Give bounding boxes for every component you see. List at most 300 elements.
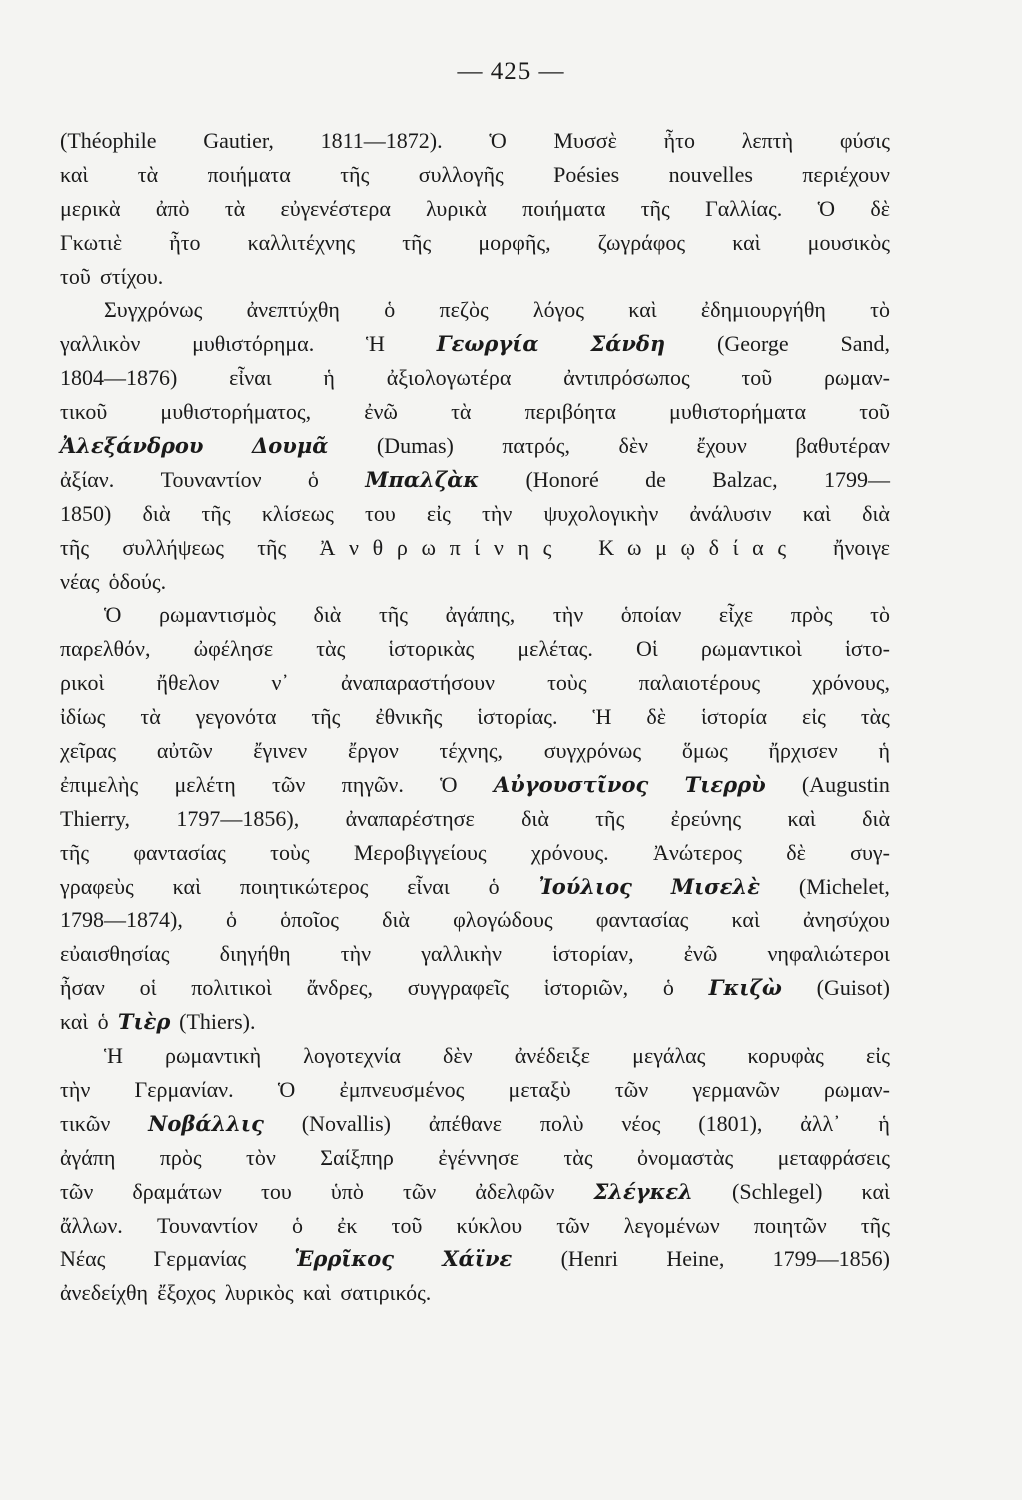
word: ὁ [662, 975, 674, 1001]
word: τοὺς [270, 839, 310, 865]
emphasized-name: Ἰούλιος [538, 873, 632, 899]
emphasized-name: Νοβάλλις [148, 1110, 264, 1136]
word: nouvelles [668, 161, 753, 187]
emphasized-name: Γεωργία [436, 331, 539, 357]
word: τοῦ [60, 263, 91, 289]
text-line [60, 260, 890, 294]
word: 1798—1874), [60, 907, 183, 933]
text-line [60, 565, 890, 599]
word: δὲν [443, 1043, 473, 1069]
emphasized-name: Αὐγουστῖνος [493, 771, 649, 797]
word: μεγάλας [632, 1043, 706, 1069]
word: πηγῶν. [341, 771, 404, 797]
word: δὲν [618, 433, 649, 459]
word: διὰ [521, 805, 549, 831]
word: εὐαισθησίας [60, 941, 170, 967]
word: τῆς [595, 805, 625, 831]
page-number: — 425 — [457, 58, 565, 85]
word: 1850) [60, 500, 112, 526]
word: γερμανῶν [692, 1076, 780, 1102]
word: ὀνομαστὰς [636, 1144, 734, 1170]
text-line [60, 802, 890, 836]
word: ρωμαντικὴ [165, 1043, 262, 1069]
word: τῆς [311, 704, 341, 730]
word: δὲ [786, 839, 806, 865]
word: τῆς [340, 161, 370, 187]
word: Poésies [553, 161, 620, 187]
word: ἐκ [337, 1212, 358, 1238]
word: ἰδίως [60, 704, 106, 730]
word: Σαίξπηρ [320, 1144, 394, 1170]
word: (Schlegel) [732, 1178, 823, 1204]
word: Μυσσὲ [553, 128, 617, 153]
word: γαλλικὸν [60, 331, 141, 357]
text-line [60, 1039, 890, 1073]
word: (Théophile [60, 128, 157, 153]
word: ἐμπνευσμένος [339, 1076, 465, 1102]
emphasized-name: Δουμᾶ [251, 433, 329, 459]
word: 1799—1856) [772, 1246, 890, 1272]
word: ποιητῶν [753, 1212, 827, 1238]
word: ἐπιμελὴς [60, 771, 139, 797]
word: τῆς [257, 534, 287, 560]
word: παλαιοτέρους [638, 670, 761, 696]
word: ἀπέθανε [428, 1110, 502, 1136]
word: καλλιτέχνης [247, 229, 356, 255]
word: Γκωτιὲ [60, 229, 123, 255]
text-line [60, 700, 890, 734]
word: Ὁ [489, 128, 507, 153]
word: Μεροβιγγείους [353, 839, 487, 865]
word: κλίσεως [261, 500, 334, 526]
word: ἀξιολογωτέρα [386, 365, 512, 391]
word: ποιήματα [207, 161, 291, 187]
word: λογοτεχνία [303, 1043, 401, 1069]
word: τὰ [451, 399, 472, 425]
emphasized-name: Γκιζὼ [708, 975, 782, 1001]
word: Νέας [60, 1246, 106, 1272]
word: καὶ [628, 297, 657, 323]
word: μορφῆς, [478, 229, 551, 255]
word: διηγήθη [219, 941, 291, 967]
word: διὰ [313, 602, 342, 628]
word: πατρός, [502, 433, 570, 459]
word: ἀδελφῶν [475, 1178, 555, 1204]
word: ἀναπαραστήσουν [340, 670, 495, 696]
emphasized-name: Χάϊνε [442, 1246, 513, 1272]
word: καὶ [787, 805, 816, 831]
word: παρελθόν, [60, 636, 151, 662]
text-line [60, 1209, 890, 1243]
emphasized-name: Τιὲρ [117, 1009, 171, 1035]
word: φαντασίας [133, 839, 226, 865]
word: κύκλου [456, 1212, 523, 1238]
word: καὶ [60, 161, 89, 187]
word: τὰς [563, 1144, 593, 1170]
word: ἀνεδείχθη [60, 1280, 149, 1306]
emphasized-name: Ἑρρῖκος [294, 1246, 395, 1272]
word: ἡ [878, 738, 890, 764]
emphasized-name: Μπαλζὰκ [365, 466, 480, 492]
word: ποιητικώτερος [239, 873, 369, 899]
word: μελέτας. [517, 636, 593, 662]
word: ἀνεπτύχθη [246, 297, 340, 323]
word: 1797—1856), [176, 805, 300, 831]
word: τῶν [556, 1212, 590, 1238]
text-line [60, 1005, 890, 1039]
word: ὁ [384, 297, 396, 323]
word: ἦτο [169, 229, 201, 255]
word: φαντασίας [595, 907, 689, 933]
word: τὴν [482, 500, 513, 526]
word: (Novallis) [301, 1110, 391, 1136]
text-line [60, 293, 890, 327]
word: βαθυτέραν [795, 433, 890, 459]
word: ζωγράφος [597, 229, 686, 255]
word: (George [717, 331, 789, 357]
word: (Augustin [801, 771, 890, 797]
word: πολὺ [539, 1110, 584, 1136]
word: νηφαλιώτεροι [767, 941, 890, 967]
word: τὴν [340, 941, 372, 967]
word: (1801), [698, 1110, 763, 1136]
word: Κωμῳδίας [598, 534, 800, 560]
word: του [261, 1178, 292, 1204]
word: (Michelet, [798, 873, 890, 899]
word: τῶν [60, 1178, 94, 1204]
word: καὶ [60, 1009, 89, 1035]
word: εἰς [801, 704, 826, 730]
word: τῆς [640, 195, 670, 221]
word: ἐγέννησε [438, 1144, 520, 1170]
word: Ὁ [817, 195, 836, 221]
word: ἀπὸ [155, 195, 190, 221]
word: νέας [60, 568, 100, 594]
text-line [60, 632, 890, 666]
word: Τουναντίον [160, 466, 262, 492]
word: Ἀνθρωπίνης [319, 534, 565, 560]
word: ἔχουν [696, 433, 747, 459]
word: σατιρικός. [340, 1280, 432, 1306]
word: Τουναντίον [156, 1212, 258, 1238]
word: γαλλικὴν [421, 941, 502, 967]
word: καὶ [732, 229, 761, 255]
emphasized-name: Σάνδη [590, 331, 666, 357]
word: ὑπὸ [330, 1178, 364, 1204]
word: νέος [621, 1110, 661, 1136]
word: συγ- [850, 839, 890, 865]
word: ἀγάπη [60, 1144, 116, 1170]
word: μυθιστόρημα. [192, 331, 315, 357]
word: de [645, 466, 666, 492]
word: τῆς [402, 229, 432, 255]
word: 1799— [823, 466, 890, 492]
word: ἔξοχος [157, 1280, 216, 1306]
word: τῶν [402, 1178, 437, 1204]
word: τὰς [316, 636, 346, 662]
emphasized-name: Μισελὲ [670, 873, 760, 899]
text-line [60, 361, 890, 395]
word: πολιτικοὶ [191, 975, 272, 1001]
word: Ἀνώτερος [652, 839, 743, 865]
text-line [60, 124, 890, 158]
text-line [60, 836, 890, 870]
word: ρωμαντικοὶ [700, 636, 802, 662]
word: δραμάτων [132, 1178, 222, 1204]
word: Heine, [666, 1246, 725, 1272]
text-line [60, 971, 890, 1005]
emphasized-name: Σλέγκελ [593, 1178, 693, 1204]
word: λυρικὰ [426, 195, 487, 221]
word: Ὁ [277, 1076, 296, 1102]
text-line [60, 158, 890, 192]
word: τὸ [870, 297, 890, 323]
word: ἱστορικὰς [388, 636, 475, 662]
word: (Guisot) [816, 975, 890, 1001]
word: ἀλλ᾽ [800, 1110, 841, 1136]
word: ρωμαν- [823, 365, 890, 391]
word: ὅμως [681, 738, 728, 764]
word: λυρικὸς [224, 1280, 294, 1306]
word: καὶ [802, 500, 831, 526]
word: μυθιστορήματα [669, 399, 807, 425]
word: (Thiers). [179, 1009, 256, 1035]
word: καὶ [861, 1178, 890, 1204]
text-line [60, 903, 890, 937]
word: ποιήματα [522, 195, 606, 221]
word: εἰς [426, 500, 451, 526]
word: δὲ [870, 195, 890, 221]
word: τικοῦ [60, 399, 108, 425]
word: μελέτη [174, 771, 236, 797]
word: γεγονότα [195, 704, 277, 730]
word: ἀναπαρέστησε [345, 805, 475, 831]
word: Γαλλίας. [705, 195, 783, 221]
word: 1804—1876) [60, 365, 178, 391]
word: εἶναι [407, 873, 450, 899]
text-line [60, 1242, 890, 1276]
word: ὁ [488, 873, 500, 899]
text-line [60, 1175, 890, 1209]
word: ἱστορίας. [477, 704, 558, 730]
word: φύσις [839, 128, 890, 153]
word: ἱστορία [700, 704, 767, 730]
word: τῆς [60, 839, 90, 865]
word: τοῦ [741, 365, 773, 391]
word: τῆς [60, 534, 90, 560]
word: χρόνους, [812, 670, 890, 696]
word: ὁποίαν [620, 602, 682, 628]
word: καὶ [302, 1280, 332, 1306]
word: περιέχουν [802, 161, 890, 187]
text-line [60, 327, 890, 361]
word: μερικὰ [60, 195, 121, 221]
word: ἱστο- [844, 636, 890, 662]
word: μουσικὸς [807, 229, 890, 255]
word: εἶχε [718, 602, 754, 628]
text-line [60, 870, 890, 904]
word: τὸ [870, 602, 890, 628]
text-line [60, 497, 890, 531]
word: τῆς [860, 1212, 890, 1238]
word: γραφεὺς [60, 873, 134, 899]
word: αὐτῶν [156, 738, 213, 764]
word: τοῦ [859, 399, 890, 425]
word: τὴν [552, 602, 584, 628]
word: τοὺς [547, 670, 587, 696]
word: συγχρόνως [543, 738, 642, 764]
word: ἀνάλυσιν [689, 500, 772, 526]
word: ἀγάπης, [445, 602, 516, 628]
word: Γερμανίαν. [134, 1076, 234, 1102]
word: ἤρχισεν [768, 738, 838, 764]
word: ρωμαν- [823, 1076, 890, 1102]
word: τέχνης, [439, 738, 504, 764]
text-line [60, 463, 890, 497]
word: ἤθελον [156, 670, 220, 696]
word: Balzac, [712, 466, 778, 492]
word: φλογώδους [453, 907, 553, 933]
text-line [60, 1073, 890, 1107]
word: περιβόητα [524, 399, 616, 425]
word: ἄλλων. [60, 1212, 123, 1238]
word: τικῶν [60, 1110, 111, 1136]
word: τῆς [378, 602, 409, 628]
word: λεπτὴ [741, 128, 794, 153]
text-line [60, 937, 890, 971]
word: ἤνοιγε [832, 534, 890, 560]
word: τὰ [140, 704, 161, 730]
word: καὶ [731, 907, 760, 933]
word: του [364, 500, 396, 526]
text-line [60, 768, 890, 802]
word: Ἡ [104, 1043, 123, 1069]
word: Γερμανίας [153, 1246, 247, 1272]
text-line [60, 192, 890, 226]
word: ἱστοριῶν, [543, 975, 629, 1001]
text-line [60, 1276, 890, 1310]
word: πρὸς [790, 602, 833, 628]
emphasized-name: Τιερρὺ [684, 771, 766, 797]
word: Συγχρόνως [104, 297, 203, 323]
word: ὁποῖος [280, 907, 339, 933]
word: εἰς [866, 1043, 890, 1069]
word: ὁ [292, 1212, 304, 1238]
text-line [60, 666, 890, 700]
word: κορυφὰς [747, 1043, 824, 1069]
word: μεταξὺ [508, 1076, 571, 1102]
word: καὶ [172, 873, 201, 899]
word: ὠφέλησε [193, 636, 274, 662]
word: ἐρεύνης [670, 805, 742, 831]
word: ἦσαν [60, 975, 105, 1001]
word: τὰ [137, 161, 159, 187]
word: ἀνέδειξε [514, 1043, 591, 1069]
word: ἐθνικῆς [375, 704, 443, 730]
word: Ἡ [592, 704, 612, 730]
word: στίχου. [99, 263, 164, 289]
word: (Dumas) [376, 433, 454, 459]
word: ν᾽ [271, 670, 289, 696]
word: διὰ [142, 500, 171, 526]
word: τὴν [60, 1076, 91, 1102]
word: ἦτο [663, 128, 695, 153]
word: τὰς [860, 704, 890, 730]
word: ἔγινεν [253, 738, 308, 764]
word: ὁδούς. [108, 568, 167, 594]
word: τῆς [201, 500, 231, 526]
word: τὸν [246, 1144, 276, 1170]
word: διὰ [382, 907, 410, 933]
word: Οἱ [635, 636, 658, 662]
word: διὰ [862, 805, 890, 831]
word: τῶν [614, 1076, 649, 1102]
word: τὰ [224, 195, 246, 221]
word: τῶν [272, 771, 306, 797]
text-line [60, 531, 890, 565]
word: Sand, [840, 331, 890, 357]
word: ρικοὶ [60, 670, 105, 696]
word: οἱ [139, 975, 157, 1001]
word: δὲ [646, 704, 666, 730]
word: Ὁ [104, 602, 122, 628]
word: πεζὸς [439, 297, 489, 323]
word: Thierry, [60, 805, 131, 831]
text-line [60, 734, 890, 768]
body-text [60, 124, 890, 1310]
word: ὁ [226, 907, 237, 933]
word: ψυχολογικὴν [543, 500, 659, 526]
word: ἡ [323, 365, 335, 391]
word: ἐνῶ [683, 941, 718, 967]
word: ὁ [307, 466, 319, 492]
word: ἄνδρες, [306, 975, 373, 1001]
word: ὁ [97, 1009, 109, 1035]
word: μυθιστορήματος, [160, 399, 312, 425]
text-line [60, 1107, 890, 1141]
word: ἐδημιουργήθη [700, 297, 826, 323]
word: Ὁ [440, 771, 458, 797]
word: συλλογῆς [418, 161, 504, 187]
word: εὐγενέστερα [280, 195, 391, 221]
word: χρόνους. [530, 839, 609, 865]
word: πρὸς [159, 1144, 202, 1170]
word: χεῖρας [60, 738, 117, 764]
text-line [60, 1141, 890, 1175]
word: (Henri [560, 1246, 619, 1272]
word: ἱστορίαν, [552, 941, 634, 967]
word: Ἡ [366, 331, 385, 357]
word: 1811—1872). [320, 128, 443, 153]
text-line [60, 395, 890, 429]
word: ἐνῶ [364, 399, 398, 425]
word: τοῦ [391, 1212, 423, 1238]
word: λόγος [532, 297, 585, 323]
text-line [60, 226, 890, 260]
text-line [60, 429, 890, 463]
word: συλλήψεως [122, 534, 224, 560]
emphasized-name: Ἀλεξάνδρου [60, 433, 204, 459]
word: συγγραφεῖς [407, 975, 509, 1001]
word: μεταφράσεις [777, 1144, 890, 1170]
text-line [60, 598, 890, 632]
word: ἡ [878, 1110, 890, 1136]
word: ἔργον [347, 738, 399, 764]
word: ἀξίαν. [60, 466, 115, 492]
word: εἶναι [229, 365, 272, 391]
word: ἀνησύχου [803, 907, 890, 933]
word: ἀντιπρόσωπος [563, 365, 690, 391]
